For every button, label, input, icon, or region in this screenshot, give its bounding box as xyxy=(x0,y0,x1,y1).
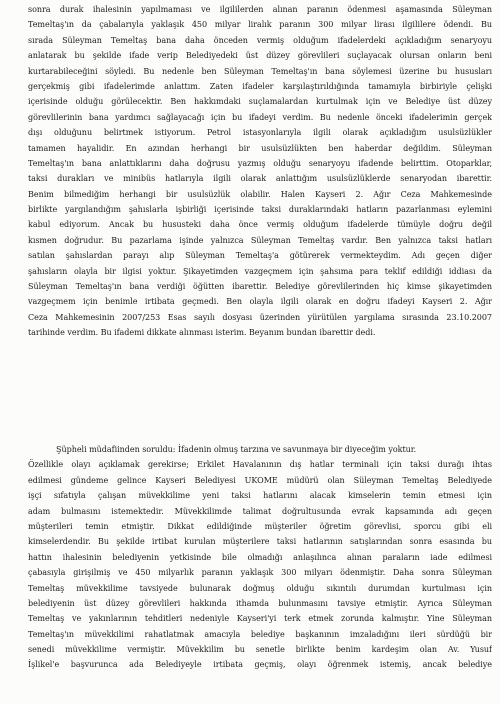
text-line: görevlilerinin bana yardımcı sağlayacağı için bu ifadeyi verdim. Bu nedenle önceki ifadelerimin gerçek xyxy=(28,112,492,122)
text-line: kabul ediyorum. Ancak bu hususteki daha önce vermiş olduğum ifadelerde tümüyle doğru değil xyxy=(28,220,492,230)
text-line: İşlikel'e başvurunca ada Belediyeyle irtibata geçmiş, olayı öğrenmek istemiş, ancak belediye xyxy=(28,660,492,670)
text-line: tamamen hayalidir. En azından herhangi bir usulsüzlükten ben haberdar değildim. Süleyman xyxy=(28,143,492,153)
text-line: Ceza Mahkemesinin 2007/253 Esas sayılı dosyası üzerinden yürütülen yargılama sırasında 23.10.2007 xyxy=(28,312,492,322)
text-line: Temeltaş müvekkilime tavsiyede bulunarak doğmuş olduğu sıkıntılı durumdan kurtulması için xyxy=(28,583,492,593)
text-line: taksi durakları ve minibüs hatlarıyla ilgili olarak anlattığım usulsüzlüklerde senaryodan ibarettir. xyxy=(28,174,492,184)
text-line: vazgeçmem için benimle irtibata geçmedi. Ben olayla ilgili olarak en doğru ifadeyi Kayseri 2. Ağır xyxy=(28,297,492,307)
text-line: içerisinde olduğu görülecektir. Ben hakkımdaki suçlamalardan kurtulmak için ve Belediye üst düzey xyxy=(28,97,492,107)
text-line: birlikte yargılandığım şahıslarla işbirliği içerisinde taksi duraklarındaki hatların pazarlanması eylemini xyxy=(28,205,492,215)
text-line: tarihinde verdim. Bu ifademi dikkate alınması isterim. Beyanım bundan ibarettir dedi. xyxy=(28,328,376,338)
text-line: sonra durak ihalesinin yapılmaması ve ilgililerden alınan paranın ödenmesi aşamasında Süleyman xyxy=(28,5,492,14)
text-line: gerçekmiş gibi ifadelerimde anlattım. Zaten ifadeler karşılaştırıldığında tamamıyla birbiriyle çelişki xyxy=(28,81,492,91)
text-line: Temeltaş'ın bana anlattıklarını daha doğrusu yazmış olduğu senaryoyu ifadende belirttim. Otoparklar, xyxy=(28,158,492,168)
text-line: sırada Süleyman Temeltaş bana daha önceden vermiş olduğum ifadelerdeki açıkladığım senaryoyu xyxy=(28,35,492,45)
text-line: Temeltaş'ın müvekkilimi rahatlatmak amacıyla belediye başkanının imzaladığını ileri sürdüğü bir xyxy=(28,629,492,639)
text-line: Temeltaş'ın da çabalarıyla yaklaşık 450 milyar liralık paranın 300 milyar lirası ilgililere ödendi. Bu xyxy=(28,20,492,30)
text-line: anlatarak bu şekilde ifade verip Belediyedeki üst düzey görevlileri suçlayacak olursan onların beni xyxy=(28,51,492,61)
text-line: edilmesi gündeme gelince Kayseri Belediyesi UKOME müdürü olan Süleyman Temeltaş Belediyede xyxy=(28,475,492,485)
text-line: Şüpheli müdafiinden soruldu: İfadenin olmuş tarzına ve savunmaya bir diyeceğim yoktur. xyxy=(56,445,417,454)
text-line: Benim bilmediğim herhangi bir usulsüzlük olabilir. Halen Kayseri 2. Ağır Ceza Mahkemesinde xyxy=(28,189,492,199)
text-line: müşterileri temin etmiştir. Dikkat edildiğinde müşteriler öğretim görevlisi, sporcu gibi eli xyxy=(28,521,492,531)
text-line: Özellikle olayı açıklamak gerekirse; Erkilet Havalanının dış hatlar terminali için taksi durağı ihtas xyxy=(28,460,492,470)
text-line: hattın ihalesinin belediyenin yetkisinde bile olmadığı anlaşılınca alınan paraların iade edilmesi xyxy=(28,552,492,562)
text-line: kimselerdendir. Bu şekilde irtibat kurulan müşterilere taksi hatlarının satışlarından sonra esasında bu xyxy=(28,537,492,547)
statement-paragraph xyxy=(28,2,492,341)
text-line: kısmen doğrudur. Bu pazarlama işinde yalnızca Süleyman Temeltaş vardır. Ben yalnızca taksi hatları xyxy=(28,235,492,245)
text-line: Süleyman Temeltaş'ın bana verdiği öğütten ibarettir. Belediye görevlilerinden hiç kimse şikayetimden xyxy=(28,282,492,292)
text-line: şahısların olayla bir ilgisi yoktur. Şikayetimden vazgeçmem için şahsıma para teklif edildiği iddiası da xyxy=(28,266,492,276)
text-line: adam bulmasını istemektedir. Müvekkilimde talimat doğrultusunda evrak kapsamında adı geçen xyxy=(28,506,492,516)
text-line: belediyenin üst düzey görevlileri hakkında ithamda bulunmasını tavsiye etmiştir. Ayrıca Süleyman xyxy=(28,598,492,608)
text-line: Temeltaş ve yakınlarının tehditleri nedeniyle Kayseri'yi terk etmek zorunda kalmıştır. Yine Süleyman xyxy=(28,614,492,624)
text-line: senedi müvekkilime vermiştir. Müvekkilim bu senetle birlikte benim kardeşim olan Av. Yusuf xyxy=(28,645,492,655)
counsel-paragraph xyxy=(28,442,492,673)
text-line: çabasıyla girişilmiş ve 450 milyarlık paranın yaklaşık 300 milyarı ödenmiştir. Daha sonra Süleyman xyxy=(28,568,492,578)
text-line: işçi sıfatıyla çalışan müvekkilime yeni taksi hatlarını alacak kimselerin temin etmesi için xyxy=(28,491,492,501)
text-line: kurtarabileceğini söyledi. Bu nedenle ben Süleyman Temeltaş'ın bana söylemesi üzerine bu hususları xyxy=(28,66,492,76)
text-line: satılan şahıslardan parayı alıp Süleyman Temeltaş'a götürerek vermekteydim. Adı geçen diğer xyxy=(28,251,492,261)
text-line: dışı olduğunu belirtmek istiyorum. Petrol istasyonlarıyla ilgili olarak açıkladığım usulsüzlükler xyxy=(28,128,492,138)
